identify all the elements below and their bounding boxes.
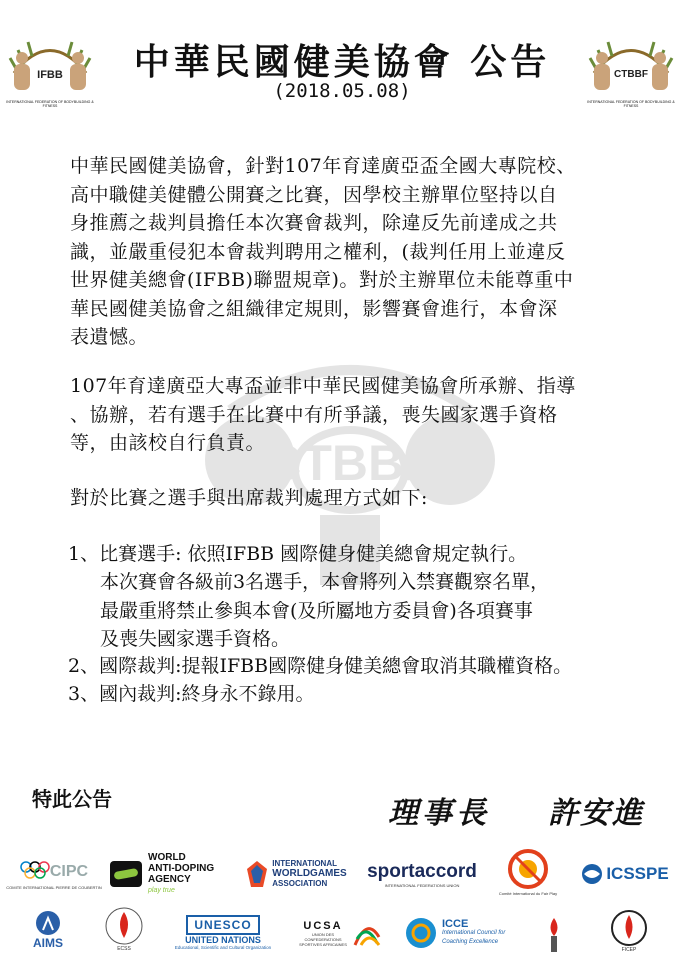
torch-icon xyxy=(541,914,567,954)
ucsa-swirl-icon xyxy=(351,917,383,949)
signature-name: 許安進 xyxy=(548,796,644,831)
cipc-logo: CIPC COMITE INTERNATIONAL PIERRE DE COUBERTIN xyxy=(6,845,102,903)
emblem-logo xyxy=(536,912,572,956)
ucsa-logo: UCSA UNION DES CONFEDERATIONS SPORTIVES AFRICAINES xyxy=(284,910,394,956)
text-line: 最嚴重將禁止參與本會(及所屬地方委員會)各項賽事 xyxy=(100,599,533,622)
unesco-logo: UNESCO UNITED NATIONS Educational, Scientific and Cultural Organization xyxy=(168,906,278,958)
icce-logo: ICCE International Council for Coaching Excellence xyxy=(404,910,520,956)
ficep-logo: FICEP xyxy=(604,904,654,958)
paragraph-statement xyxy=(70,152,630,352)
text-line: 身推薦之裁判員擔任本次賽會裁判，除違反先前達成之共 xyxy=(70,212,558,234)
signature-title: 理事長 xyxy=(388,796,490,831)
text-line: 、協辦，若有選手在比賽中有所爭議，喪失國家選手資格 xyxy=(70,403,558,426)
list-item-athletes: 1、比賽選手: 依照IFBB 國際健身健美總會規定執行。 xyxy=(68,543,528,565)
list-item-international-judges: 2、國際裁判:提報IFBB國際健身健美總會取消其職權資格。 xyxy=(68,655,573,677)
wada-mark-icon xyxy=(110,861,142,887)
icsspe-logo: ICSSPE xyxy=(572,852,678,896)
text-line: 識，並嚴重侵犯本會裁判聘用之權利，(裁判任用上並違反 xyxy=(70,240,566,263)
ecss-logo: ECSS xyxy=(92,900,156,958)
fair-play-icon xyxy=(506,847,550,891)
list-item-domestic-judges: 3、國內裁判:終身永不錄用。 xyxy=(68,683,315,705)
announcement-date: (2018.05.08) xyxy=(273,80,411,102)
text-line: 世界健美總會(IFBB)聯盟規章)。對於主辦單位未能尊重中 xyxy=(70,269,574,291)
sportaccord-logo: sportaccord INTERNATIONAL FEDERATIONS UNION xyxy=(367,860,477,888)
text-line: 本次賽會各級前3名選手，本會將列入禁賽觀察名單， xyxy=(100,571,550,593)
paragraph-disclaimer xyxy=(70,372,630,458)
icsspe-globe-icon xyxy=(581,863,603,885)
text-line: 表遺憾。 xyxy=(70,326,149,348)
ficep-badge-icon xyxy=(610,909,648,947)
text-line: 中華民國健美協會，針對107年育達廣亞盃全國大專院校、 xyxy=(70,155,576,177)
ctbbf-logo: CTBBF INTERNATIONAL FEDERATION OF BODYBUILDING & FITNESS xyxy=(584,28,678,102)
notice-closing: 特此公告 xyxy=(32,787,112,811)
page-title: 中華民國健美協會 公告 xyxy=(133,41,551,83)
list-item-athletes-detail xyxy=(100,568,660,654)
aims-runner-icon xyxy=(33,910,63,936)
text-line: 及喪失國家選手資格。 xyxy=(100,628,291,650)
ecss-flame-icon xyxy=(104,906,144,946)
ifbb-logo: IFBB INTERNATIONAL FEDERATION OF BODYBUILDING & FITNESS xyxy=(4,28,96,102)
text-line: 107年育達廣亞大專盃並非中華民國健美協會所承辦、指導 xyxy=(70,375,576,397)
text-line: 高中職健美健體公開賽之比賽，因學校主辦單位堅持以自 xyxy=(70,183,558,206)
svg-text:CTBBF: CTBBF xyxy=(265,435,435,491)
svg-text:CTBBF: CTBBF xyxy=(614,69,648,80)
icce-globe-icon xyxy=(404,916,438,950)
aims-logo: AIMS xyxy=(18,905,78,955)
wada-logo: WORLD ANTI-DOPING AGENCY play true xyxy=(110,852,230,896)
fair-play-logo: Comité International du Fair Play xyxy=(488,840,568,902)
text-line: 華民國健美協會之組織律定規則，影響賽會進行，本會深 xyxy=(70,297,558,320)
svg-text:IFBB: IFBB xyxy=(37,69,63,81)
iwga-logo: INTERNATIONAL WORLDGAMES ASSOCIATION xyxy=(240,852,352,896)
olympic-rings-icon xyxy=(20,859,50,885)
iwga-mark-icon xyxy=(245,859,269,889)
text-line: 等，由該校自行負責。 xyxy=(70,432,266,454)
paragraph-intro-list: 對於比賽之選手與出席裁判處理方式如下: xyxy=(70,487,428,509)
